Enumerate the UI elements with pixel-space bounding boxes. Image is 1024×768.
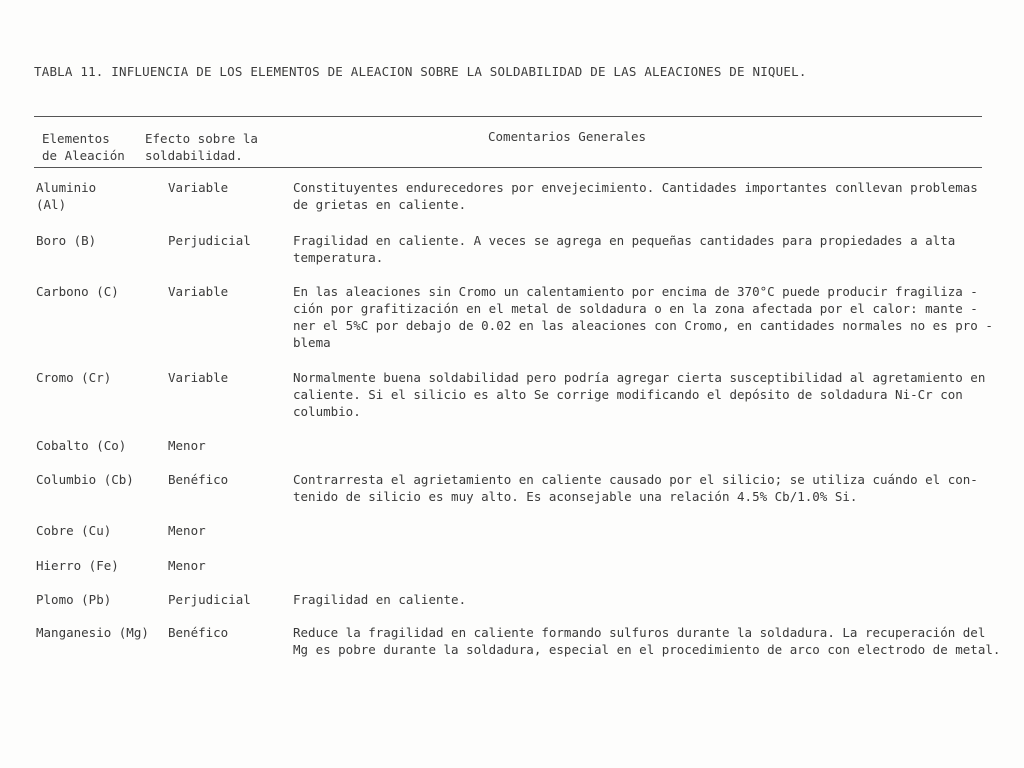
element-line: Boro (B) (36, 233, 97, 248)
comment-cell (293, 179, 985, 213)
effect-cell: Menor (168, 523, 206, 538)
comment-line: de grietas en caliente. (293, 197, 467, 212)
element-line: Aluminio (36, 180, 97, 195)
element-line: Manganesio (Mg) (36, 625, 149, 640)
header-efecto-line: soldabilidad. (145, 148, 243, 163)
element-line: Cromo (Cr) (36, 370, 112, 385)
comment-line: caliente. Si el silicio es alto Se corrige modificando el depósito de soldadura Ni-Cr con (293, 387, 963, 402)
element-line: (Al) (36, 197, 67, 212)
effect-cell: Menor (168, 558, 206, 573)
comment-cell (293, 369, 985, 420)
comment-line: Normalmente buena soldabilidad pero podría agregar cierta susceptibilidad al agretamiento en (293, 370, 986, 385)
element-line: Cobalto (Co) (36, 438, 127, 453)
comment-line: Mg es pobre durante la soldadura, especial en el procedimiento de arco con electrodo de metal. (293, 642, 1001, 657)
effect-cell: Variable (168, 284, 229, 299)
comment-cell (293, 471, 985, 505)
header-elementos (42, 130, 152, 164)
header-efecto (145, 130, 285, 164)
element-line: Hierro (Fe) (36, 558, 119, 573)
element-cell (36, 522, 166, 539)
header-comentarios: Comentarios Generales (488, 129, 647, 144)
element-cell (36, 557, 166, 574)
table-title: TABLA 11. INFLUENCIA DE LOS ELEMENTOS DE ALEACION SOBRE LA SOLDABILIDAD DE LAS ALEACIONES DE NIQUEL. (34, 64, 807, 79)
header-efecto-line: Efecto sobre la (145, 131, 258, 146)
comment-line: tenido de silicio es muy alto. Es aconsejable una relación 4.5% Cb/1.0% Si. (293, 489, 858, 504)
comment-line: En las aleaciones sin Cromo un calentamiento por encima de 370°C puede producir fragiliza - (293, 284, 978, 299)
header-elementos-line: Elementos (42, 131, 110, 146)
element-line: Cobre (Cu) (36, 523, 112, 538)
header-bottom-rule (34, 167, 982, 168)
element-cell (36, 624, 166, 641)
effect-cell: Variable (168, 370, 229, 385)
effect-cell: Menor (168, 438, 206, 453)
comment-line: Constituyentes endurecedores por envejecimiento. Cantidades importantes conllevan problemas (293, 180, 978, 195)
comment-line: columbio. (293, 404, 361, 419)
effect-cell: Variable (168, 180, 229, 195)
element-line: Carbono (C) (36, 284, 119, 299)
comment-line: Contrarresta el agrietamiento en caliente causado por el silicio; se utiliza cuándo el con- (293, 472, 978, 487)
comment-cell (293, 624, 1001, 658)
element-cell (36, 471, 166, 488)
element-cell (36, 369, 166, 386)
comment-line: ner el 5%C por debajo de 0.02 en las aleaciones con Cromo, en cantidades normales no es pro - (293, 318, 993, 333)
comment-line: Fragilidad en caliente. (293, 592, 467, 607)
effect-cell: Benéfico (168, 625, 229, 640)
element-cell (36, 591, 166, 608)
comment-line: Reduce la fragilidad en caliente formando sulfuros durante la soldadura. La recuperación del (293, 625, 986, 640)
element-cell (36, 179, 166, 213)
element-cell (36, 437, 166, 454)
comment-cell (293, 232, 985, 266)
comment-cell (293, 283, 993, 351)
effect-cell: Perjudicial (168, 592, 251, 607)
header-elementos-line: de Aleación (42, 148, 125, 163)
comment-line: blema (293, 335, 331, 350)
comment-cell (293, 591, 985, 608)
header-top-rule (34, 116, 982, 117)
element-line: Plomo (Pb) (36, 592, 112, 607)
comment-line: Fragilidad en caliente. A veces se agrega en pequeñas cantidades para propiedades a alta (293, 233, 956, 248)
effect-cell: Perjudicial (168, 233, 251, 248)
element-cell (36, 283, 166, 300)
element-cell (36, 232, 166, 249)
effect-cell: Benéfico (168, 472, 229, 487)
comment-line: temperatura. (293, 250, 384, 265)
element-line: Columbio (Cb) (36, 472, 134, 487)
comment-line: ción por grafitización en el metal de soldadura o en la zona afectada por el calor: mante - (293, 301, 978, 316)
